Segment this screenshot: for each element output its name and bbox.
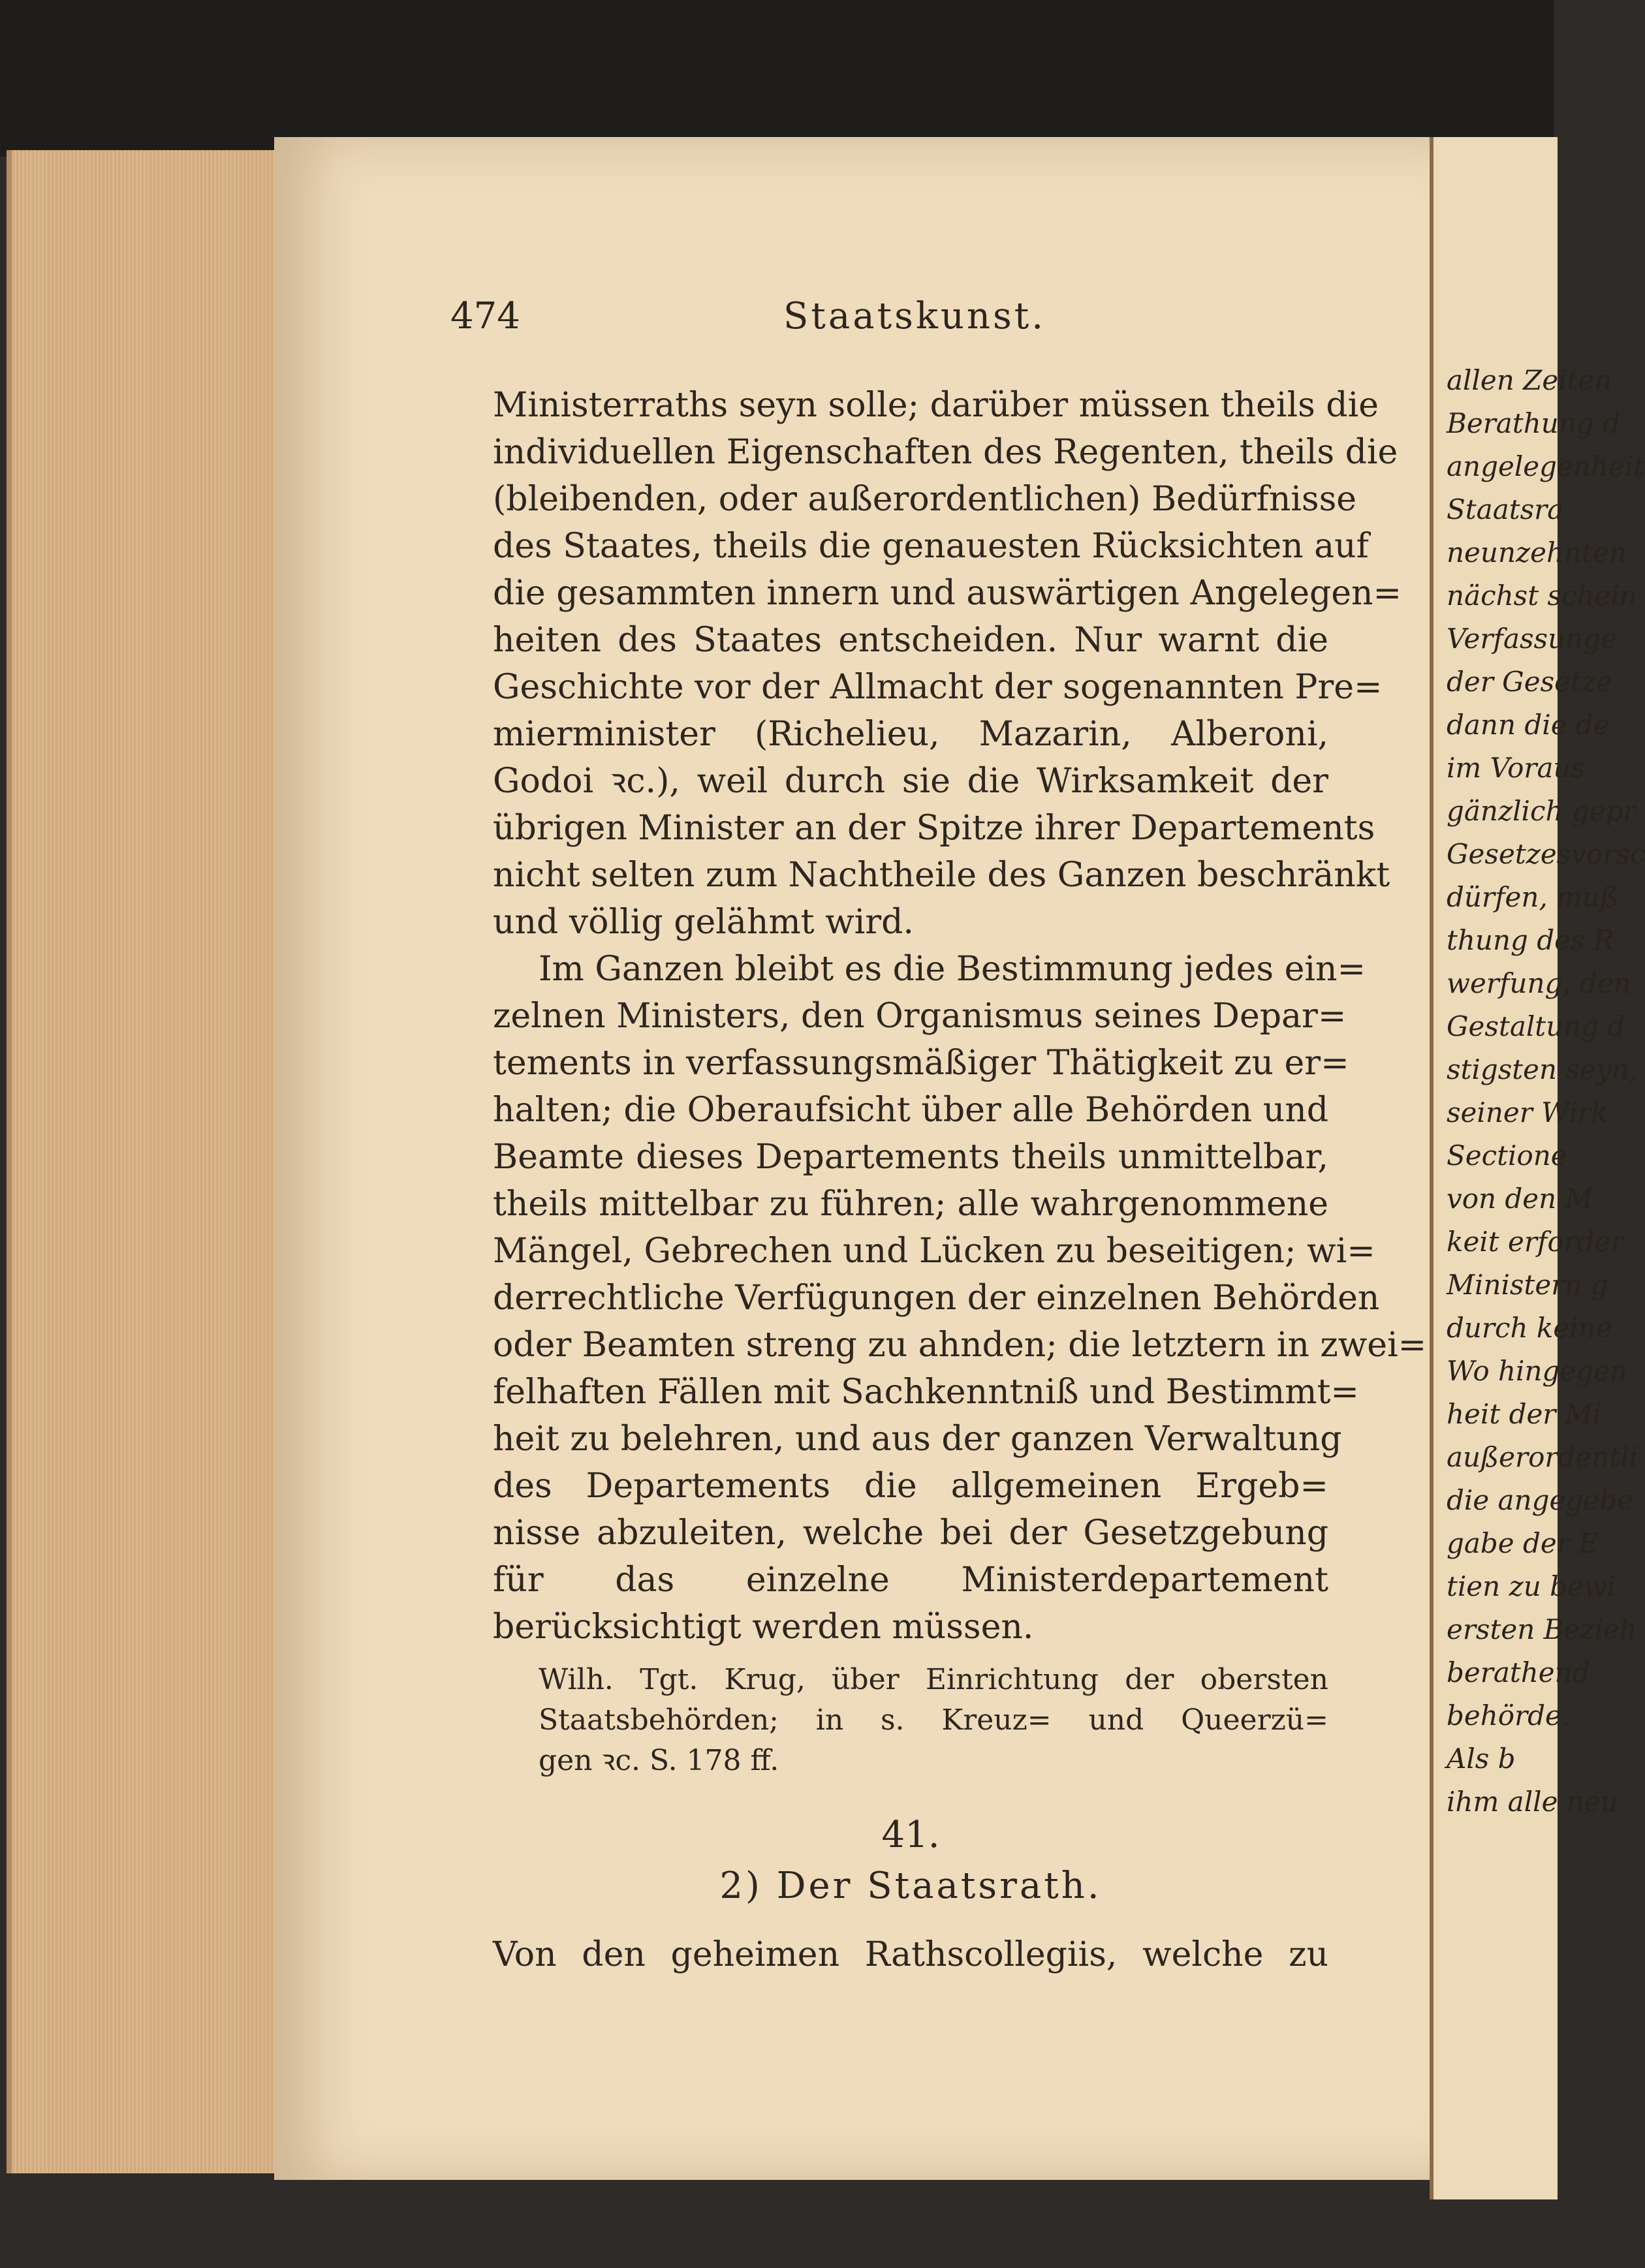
text-line: zelnen Ministers, den Organismus seines Depar=	[493, 997, 1347, 1036]
reference-note	[493, 1660, 1328, 1781]
facing-line: werfung, den	[1447, 967, 1631, 999]
background-top	[0, 0, 1554, 157]
note-line: gen ꝛc. S. 178 ff.	[539, 1744, 779, 1777]
text-line: tements in verfassungsmäßiger Thätigkeit zu er=	[493, 1044, 1349, 1083]
facing-line: keit erforder	[1447, 1226, 1624, 1258]
facing-line: allen Zeiten	[1447, 364, 1612, 396]
facing-line: behörde.	[1447, 1700, 1571, 1732]
text-line: felhaften Fällen mit Sachkenntniß und Bestimmt=	[493, 1373, 1359, 1412]
text-line: Von den geheimen Rathscollegiis, welche zu	[493, 1935, 1328, 1974]
facing-line: dürfen, muß	[1447, 881, 1619, 913]
text-line: Beamte dieses Departements theils unmittelbar,	[493, 1138, 1328, 1177]
text-line: theils mittelbar zu führen; alle wahrgenommene	[493, 1185, 1328, 1224]
text-line: nicht selten zum Nachtheile des Ganzen beschränkt	[493, 856, 1390, 895]
facing-line: nächst schein	[1447, 580, 1637, 612]
facing-line: durch keine	[1447, 1312, 1612, 1344]
facing-line: berathend	[1447, 1656, 1590, 1688]
text-line: Im Ganzen bleibt es die Bestimmung jedes ein=	[539, 950, 1366, 989]
facing-line: neunzehnten	[1447, 536, 1627, 568]
facing-line: Sectione	[1447, 1140, 1567, 1172]
paragraph-2	[493, 946, 1427, 1651]
facing-line: thung des R	[1447, 924, 1614, 956]
facing-line: Ministern g	[1447, 1269, 1608, 1301]
facing-line: Als b	[1447, 1743, 1516, 1775]
text-line: mierminister (Richelieu, Mazarin, Alberoni,	[493, 715, 1328, 754]
facing-line: tien zu bewi	[1447, 1570, 1616, 1602]
facing-line: Staatsra	[1447, 493, 1564, 525]
text-line: des Staates, theils die genauesten Rücksichten auf	[493, 527, 1369, 566]
text-line: derrechtliche Verfügungen der einzelnen Behörden	[493, 1279, 1380, 1318]
text-line: Godoi ꝛc.), weil durch sie die Wirksamkeit der	[493, 762, 1328, 801]
facing-line: ihm alle neu	[1447, 1786, 1618, 1818]
text-line: für das einzelne Ministerdepartement	[493, 1561, 1328, 1600]
text-line: berücksichtigt werden müssen.	[493, 1608, 1034, 1647]
facing-line: Berathung d	[1447, 407, 1620, 439]
text-line: (bleibenden, oder außerordentlichen) Bedürfnisse	[493, 480, 1357, 519]
facing-line: im Voraus	[1447, 752, 1586, 784]
facing-line: heit der Mi	[1447, 1398, 1602, 1430]
facing-line: Gesetzesvorsc	[1447, 838, 1645, 870]
section-title: 2) Der Staatsrath.	[719, 1865, 1102, 1907]
text-line: Geschichte vor der Allmacht der sogenannten Pre=	[493, 668, 1383, 707]
facing-line: Verfassunge	[1447, 623, 1617, 655]
note-line: Wilh. Tgt. Krug, über Einrichtung der obersten	[539, 1663, 1328, 1696]
text-line: und völlig gelähmt wird.	[493, 903, 914, 942]
text-line: übrigen Minister an der Spitze ihrer Departements	[493, 809, 1375, 848]
facing-line: außerordentli	[1447, 1441, 1638, 1473]
text-line: nisse abzuleiten, welche bei der Gesetzgebung	[493, 1514, 1328, 1553]
facing-line: gabe der E	[1447, 1527, 1599, 1559]
facing-line: die angegebe	[1447, 1484, 1633, 1516]
text-line: oder Beamten streng zu ahnden; die letztern in zwei=	[493, 1326, 1427, 1365]
section-number: 41.	[881, 1814, 940, 1856]
text-line: des Departements die allgemeinen Ergeb=	[493, 1467, 1328, 1506]
paragraph-1	[493, 382, 1402, 946]
facing-line: Gestaltung d	[1447, 1010, 1625, 1042]
text-line: individuellen Eigenschaften des Regenten, theils die	[493, 433, 1398, 472]
text-line: die gesammten innern und auswärtigen Angelegen=	[493, 574, 1402, 613]
facing-line: gänzlich gepr	[1447, 795, 1637, 827]
page-body	[493, 382, 1427, 1978]
facing-line: dann die de	[1447, 709, 1610, 741]
facing-page	[1430, 137, 1645, 2199]
page-number: 474	[450, 295, 520, 337]
book-page-edges	[7, 150, 279, 2173]
running-title: Staatskunst.	[783, 295, 1046, 337]
paragraph-3	[493, 1931, 1328, 1978]
facing-line: von den M	[1447, 1183, 1593, 1215]
facing-line: seiner Wirk	[1447, 1096, 1608, 1128]
facing-line: stigsten seyn,	[1447, 1053, 1638, 1085]
text-line: Mängel, Gebrechen und Lücken zu beseitigen; wi=	[493, 1232, 1375, 1271]
facing-line: der Gesetze	[1447, 666, 1612, 698]
text-line: Ministerraths seyn solle; darüber müssen theils die	[493, 386, 1379, 425]
facing-line: ersten Bezieh	[1447, 1613, 1637, 1645]
text-line: halten; die Oberaufsicht über alle Behörden und	[493, 1091, 1328, 1130]
text-line: heit zu belehren, und aus der ganzen Verwaltung	[493, 1420, 1342, 1459]
facing-line: angelegenheit	[1447, 450, 1645, 482]
note-line: Staatsbehörden; in s. Kreuz= und Queerzü=	[539, 1703, 1328, 1737]
text-line: heiten des Staates entscheiden. Nur warnt die	[493, 621, 1328, 660]
facing-line: Wo hingegen	[1447, 1355, 1628, 1387]
